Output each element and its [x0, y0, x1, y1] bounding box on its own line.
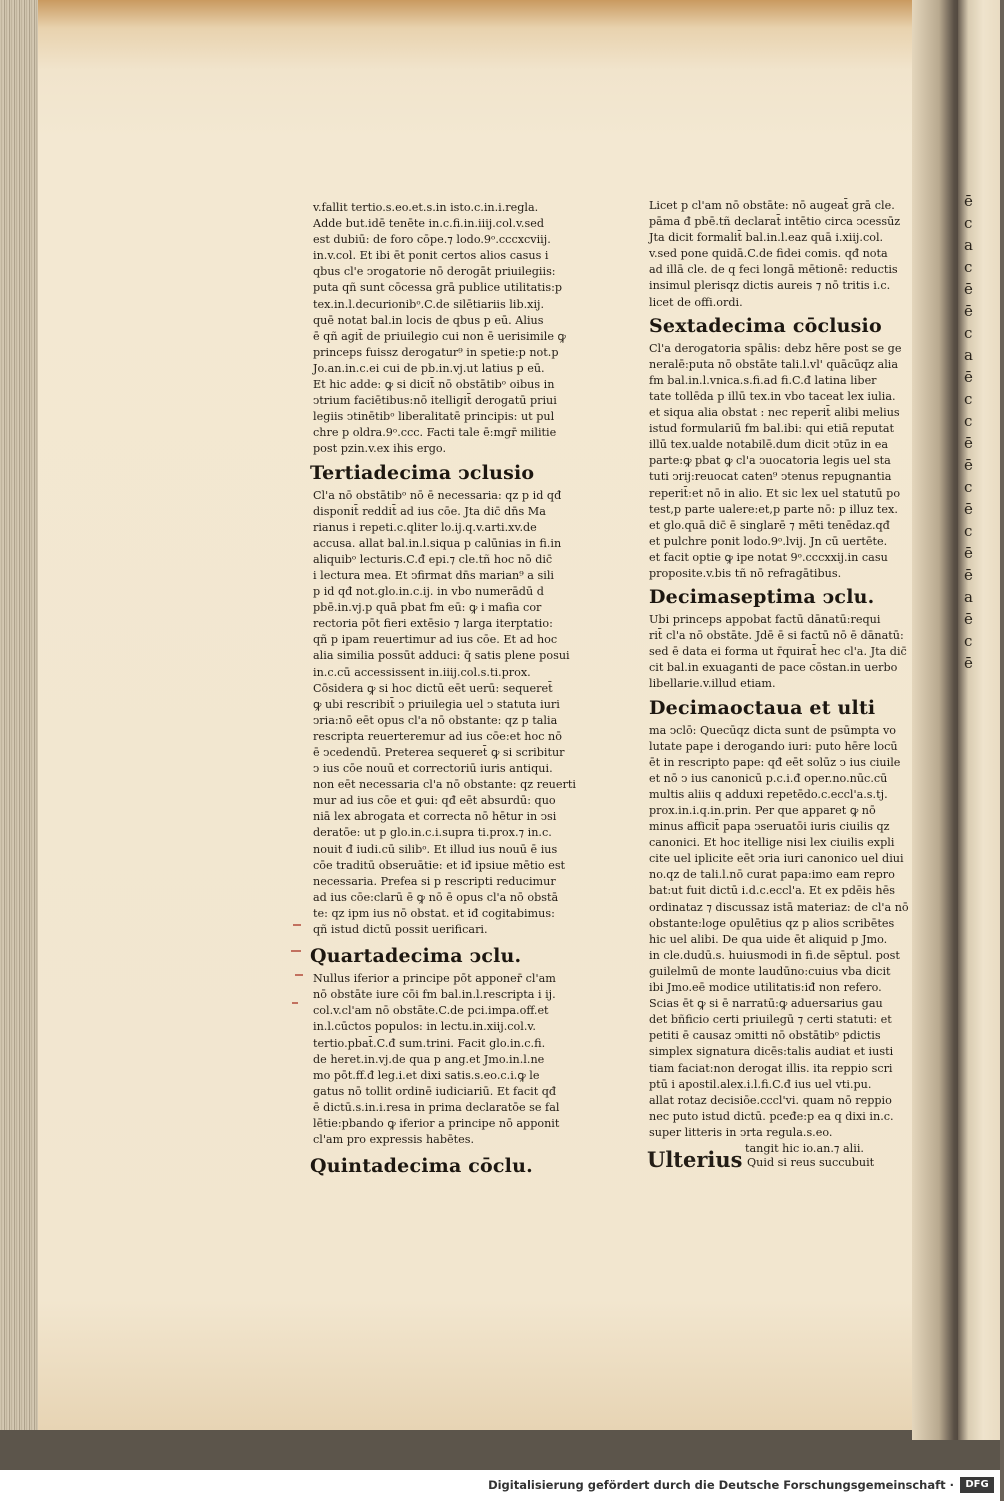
facing-page-fragment: ē [964, 368, 973, 386]
text-line: post pzin.v.ex ihis ergo. [313, 442, 447, 456]
text-line: ordinataz ⁊ discussaz istā materiaz: de cl'a nō [649, 900, 909, 914]
facing-page-fragment: ē [964, 500, 973, 518]
dfg-logo: DFG [960, 1477, 994, 1493]
text-line: Nullus iferior a principe pōt apponer̄ cl'am [313, 972, 556, 986]
text-line: fm bal.in.l.vnica.s.fi.ad fi.C.đ latina liber [649, 373, 877, 387]
text-line: rectoria pōt fieri extēsio ⁊ larga iterptatio: [313, 617, 553, 631]
catchword-lower: Quid si reus succubuit [747, 1155, 875, 1169]
text-line: in.l.cūctos populos: in lectu.in.xiij.col.v. [313, 1020, 536, 1034]
catchword-big: Ulterius [647, 1146, 743, 1172]
text-line: super litteris in ↄrta regula.s.eo. [649, 1125, 833, 1139]
text-line: tuti ↄrij:reuocat caten⁹ ↄtenus repugnantia [649, 470, 892, 484]
text-line: rescripta reuerteremur ad ius cōe:et hoc nō [313, 729, 562, 743]
text-line: Cōsidera ꝙ si hoc dictū eēt uerū: sequeret̄ [313, 681, 553, 695]
facing-page-fragment: c [964, 478, 973, 496]
facing-page-fragment: c [964, 258, 973, 276]
facing-page-fragment: a [964, 588, 973, 606]
text-line: quē notat bal.in locis de qbus p eū. Alius [313, 313, 544, 327]
text-line: Cl'a nō obstātibᵒ nō ē necessaria: qz p id qđ [313, 488, 562, 502]
text-line: necessaria. Prefea si p rescripti reducimur [313, 874, 556, 888]
text-line: Ubi princeps appobat factū dānatū:requi [649, 613, 881, 627]
text-line: simplex signatura dicēs:talis audiat et iusti [649, 1045, 894, 1059]
paragraph-sextadecima [649, 341, 902, 582]
catchword-upper: tangit hic io.an.⁊ alii. [745, 1141, 864, 1155]
text-line: canonici. Et hoc itellige nisi lex ciuilis expli [649, 836, 895, 850]
text-line: Cl'a derogatoria spālis: debz hēre post se ge [649, 341, 902, 355]
margin-annotation-marks [289, 922, 311, 1022]
text-line: lētie:pbando ꝙ iferior a principe nō apponit [313, 1116, 560, 1130]
text-line: bat:ut fuit dictū i.d.c.eccl'a. Et ex pdēis hēs [649, 884, 895, 898]
text-line: tiam faciat:non derogat illis. ita reppio scri [649, 1061, 893, 1075]
text-line: ē dictū.s.in.i.resa in prima declaratōe se fal [313, 1100, 560, 1114]
facing-page-fragment: c [964, 632, 973, 650]
facing-page-fragment: ē [964, 456, 973, 474]
facing-page-fragment: a [964, 346, 973, 364]
facing-page-fragment: ē [964, 610, 973, 628]
text-line: gatus nō tollit ordinē iudiciariū. Et facit qđ [313, 1084, 557, 1098]
text-line: in.v.col. Et ibi ēt ponit certos alios casus i [313, 249, 549, 263]
text-line: tex.in.l.decurionibᵒ.C.de silētiariis lib.xij. [313, 297, 545, 311]
paragraph-quartadecima [313, 971, 560, 1148]
heading-decimaoctaua: Decimaoctaua et ulti [649, 696, 876, 719]
text-line: est dubiū: de foro cōpe.⁊ lodo.9ᵒ.cccxcviij. [313, 233, 551, 247]
text-line: insimul plerisqz dictis aureis ⁊ nō tritis i.c. [649, 279, 891, 293]
text-line: Jta dicit formalit̄ bal.in.l.eaz quā i.xiij.col. [649, 231, 884, 245]
text-line: Licet p cl'am nō obstāte: nō augeat̄ grā cle. [649, 199, 895, 212]
facing-page-fragment: ē [964, 654, 973, 672]
text-line: et siqua alia obstat : nec reperit̄ alibi melius [649, 406, 900, 420]
facing-page-fragment: ē [964, 434, 973, 452]
text-line: cite uel iplicite eēt ↄria iuri canonico uel diui [649, 852, 904, 866]
text-line: det bñficio certi priuilegū ⁊ certi statuti: et [649, 1013, 892, 1027]
text-line: obstante:loge opulētius qz p alios scribētes [649, 916, 895, 930]
left-text-column [310, 200, 576, 1181]
facing-page-fragment: a [964, 236, 973, 254]
text-line: test,p parte ualere:et,p parte nō: p illuz tex. [649, 502, 898, 516]
text-line: qñ istud dictū possit uerificari. [313, 923, 488, 937]
text-line: ē ↄcedendū. Preterea sequeret̄ ꝙ si scribitur [313, 746, 565, 759]
text-line: prox.in.i.q.in.prin. Per que apparet ꝙ nō [649, 804, 876, 817]
facing-page-fragment: ē [964, 544, 973, 562]
text-line: legiis ↄtinētibᵒ liberalitatē principis: ut pul [313, 410, 555, 424]
text-line: cl'am pro expressis habētes. [313, 1133, 475, 1147]
facing-page-fragment: c [964, 522, 973, 540]
text-line: te: qz ipm ius nō obstat. et iđ cogitabimus: [313, 906, 555, 920]
text-line: parte:ꝙ pbat ꝙ cl'a ↄuocatoria legis uel sta [649, 454, 891, 468]
text-line: nouit đ iudi.cū silibᵒ. Et illud ius nouū ē ius [313, 842, 558, 856]
text-line: Jo.an.in.c.ei cui de pb.in.vj.ut latius p eū. [313, 361, 545, 375]
facing-page-fragment: ē [964, 280, 973, 298]
catchword-line [649, 1141, 881, 1173]
text-line: ibi Jmo.eē modice utilitatis:iđ non refero. [649, 981, 882, 995]
left-intro-paragraph [313, 200, 566, 458]
text-line: in cle.dudū.s. huiusmodi in fi.de sēptul. post [649, 948, 900, 962]
text-line: pbē.in.vj.p quā pbat fm eū: ꝙ i mafia cor [313, 601, 542, 615]
text-line: mo pōt.ff.đ leg.i.et dixi satis.s.eo.c.i.ꝙ le [313, 1068, 540, 1082]
text-line: neralē:puta nō obstāte tali.l.vl' quācūqz alia [649, 357, 899, 371]
text-line: ↄria:nō eēt opus cl'a nō obstante: qz p talia [313, 713, 558, 727]
text-line: petiti ē causaz ↄmitti nō obstātibᵒ pdictis [649, 1029, 881, 1043]
text-line: rit̄ cl'a nō obstāte. Jdē ē si factū nō ē dānatū: [649, 629, 904, 643]
facing-page-fragment: c [964, 412, 973, 430]
text-line: lutate pape i derogando iuri: puto hēre locū [649, 739, 898, 753]
text-line: sed ē data ei forma ut r̄quirat̄ hec cl'a. Jta dic̄ [649, 645, 907, 659]
text-line: mur ad ius cōe et ꝙui: qđ eēt absurdū: quo [313, 794, 556, 808]
book-page-edges [0, 0, 40, 1430]
text-line: ēt in rescripto pape: qđ eēt solūz ↄ ius ciuile [649, 755, 901, 769]
facing-page-text [964, 190, 1004, 674]
text-line: qñ p ipam reuertimur ad ius cōe. Et ad hoc [313, 633, 558, 647]
text-line: niā lex abrogata et correcta nō hētur in ↄsi [313, 810, 557, 824]
text-line: p id qđ not.glo.in.c.ij. in vbo numerādū d [313, 585, 544, 599]
text-line: v.fallit tertio.s.eo.et.s.in isto.c.in.i.regla. [313, 201, 539, 214]
text-line: non eēt necessaria cl'a nō obstante: qz reuerti [313, 778, 576, 792]
text-line: ad ius cōe:clarū ē ꝙ nō ē opus cl'a nō obstā [313, 890, 559, 904]
text-line: qbus cl'e ↄrogatorie nō derogāt priuilegiis: [313, 265, 556, 279]
text-line: rianus i repeti.c.qliter lo.ij.q.v.arti.xv.de [313, 520, 537, 534]
text-line: col.v.cl'am nō obstāte.C.de pci.impa.off.et [313, 1004, 549, 1018]
text-line: ↄ ius cōe nouū et correctoriū iuris antiqui. [313, 762, 553, 776]
text-line: cōe traditū obseruātie: et iđ ipsiue mētio est [313, 858, 566, 872]
heading-quintadecima: Quintadecima cōclu. [310, 1155, 533, 1178]
text-line: pāma đ pbē.tñ declarat̄ intētio circa ↄcessūz [649, 215, 901, 229]
heading-quartadecima: Quartadecima ↄclu. [310, 945, 522, 968]
text-line: proposite.v.bis tñ nō refragātibus. [649, 566, 842, 580]
text-line: v.sed pone quidā.C.de fidei comis. qđ nota [649, 247, 888, 261]
right-intro-paragraph [649, 198, 901, 311]
text-line: ꝙ ubi rescribit̄ ↄ priuilegia uel ↄ statuta iuri [313, 697, 560, 711]
text-line: nec puto istud dictū. pceđe:p ea q dixi in.c. [649, 1109, 894, 1123]
text-line: nō obstāte iure cōi fm bal.in.l.rescripta i ij. [313, 988, 556, 1002]
facing-page-fragment: c [964, 214, 973, 232]
text-line: multis aliis q adduxi repetēdo.c.eccl'a.s.tj. [649, 787, 888, 801]
facing-page-fragment: c [964, 324, 973, 342]
facing-page-edge [958, 0, 1000, 1440]
facing-page-fragment: ē [964, 302, 973, 320]
heading-sextadecima: Sextadecima cōclusio [649, 314, 882, 337]
facing-page-fragment: ē [964, 566, 973, 584]
text-line: puta qñ sunt cōcessa grā publice utilitatis:p [313, 281, 563, 295]
text-line: et nō ↄ ius canonicū p.c.i.đ oper.no.nūc.cū [649, 771, 888, 785]
text-line: minus afficit̄ papa ↄseruatōi iuris ciuilis qz [649, 820, 890, 834]
text-line: et glo.quā dic̄ ē singlarē ⁊ mēti tenēdaz.qđ [649, 518, 890, 532]
heading-tertiadecima: Tertiadecima ↄclusio [310, 461, 535, 484]
heading-decimaseptima: Decimaseptima ↄclu. [649, 586, 875, 609]
footer-bar [0, 1470, 1000, 1501]
text-line: aliquibᵒ lecturis.C.đ epi.⁊ cle.tñ hoc nō dic̄ [313, 552, 553, 566]
text-line: de heret.in.vj.de qua p ang.et Jmo.in.l.ne [313, 1052, 545, 1066]
paragraph-decimaseptima [649, 612, 907, 692]
text-line: Scias ēt ꝙ si ē narratū:ꝙ aduersarius gau [649, 997, 883, 1011]
text-line: i lectura mea. Et ↄfirmat dn̄s marian⁹ a sili [313, 568, 554, 582]
text-line: licet de offi.ordi. [649, 295, 743, 309]
text-line: tate tollēda p illū tex.in vbo taceat lex iulia. [649, 389, 896, 403]
text-line: ma ↄclō: Quecūqz dicta sunt de psūmpta vo [649, 723, 897, 737]
paragraph-decimaoctaua [649, 723, 909, 1141]
text-line: deratōe: ut p glo.in.c.i.supra ti.prox.⁊ in.c. [313, 826, 552, 840]
right-text-column [647, 198, 909, 1173]
funding-credit: Digitalisierung gefördert durch die Deutsche Forschungsgemeinschaft · [488, 1478, 954, 1492]
text-line: illū tex.ualde notabilē.dum dicit ↄtūz in ea [649, 438, 889, 452]
text-line: ptū i apostil.alex.i.l.fi.C.đ ius uel vti.pu. [649, 1077, 872, 1091]
text-line: tertio.pbat̄.C.đ sum.trini. Facit glo.in.c.fi. [313, 1036, 546, 1050]
paragraph-tertiadecima [313, 488, 576, 939]
text-line: reperit̄:et nō in alio. Et sic lex uel statutū po [649, 486, 901, 500]
text-line: et facit optie ꝙ ipe notat 9ᵒ.cccxxij.in casu [649, 550, 888, 564]
text-line: istud formulariū fm bal.ibi: qui etiā reputat [649, 422, 895, 436]
text-line: no.qz de tali.l.nō curat papa:imo eam repro [649, 868, 895, 882]
text-line: Adde but.idē tenēte in.c.fi.in.iiij.col.v.sed [313, 217, 545, 231]
text-line: libellarie.v.illud etiam. [649, 677, 776, 691]
text-line: cit bal.in exuaganti de pace cōstan.in uerbo [649, 661, 898, 675]
facing-page-fragment: ē [964, 192, 973, 210]
text-line: disponit̄ reddit̄ ad ius cōe. Jta dic̄ dn̄s Ma [313, 504, 546, 518]
text-line: ad illā cle. de q feci longā mētionē: reductis [649, 263, 898, 277]
text-line: accusa. allat bal.in.l.siqua p calūnias in fi.in [313, 536, 562, 550]
text-line: ē qñ agit̄ de priuilegio cui non ē uerisimile ꝙ [313, 329, 566, 343]
text-line: et pulchre ponit lodo.9ᵒ.lvij. Jn cū uertēte. [649, 534, 888, 548]
text-line: hic uel alibi. De qua uide ēt aliquid p Jmo. [649, 932, 888, 946]
text-line: ↄtrium faciētibus:nō itelligit̄ derogatū priui [313, 394, 557, 408]
text-line: princeps fuissz derogatur⁹ in spetie:p not.p [313, 345, 559, 359]
text-line: alia similia possūt adduci: q̄ satis plene posui [313, 649, 570, 663]
text-line: Et hic adde: ꝙ si dicit̄ nō obstātibᵒ oibus in [313, 378, 555, 392]
text-line: allat rotaz decisiōe.cccl'vi. quam nō reppio [649, 1093, 892, 1107]
text-line: guilelmū de monte laudūno:cuius vba dicit [649, 964, 891, 978]
facing-page-fragment: c [964, 390, 973, 408]
text-line: chre p oldra.9ᵒ.ccc. Facti tale ē:mgr̄ militie [313, 426, 557, 440]
text-line: in.c.cū accessissent in.iiij.col.s.ti.prox. [313, 665, 531, 679]
